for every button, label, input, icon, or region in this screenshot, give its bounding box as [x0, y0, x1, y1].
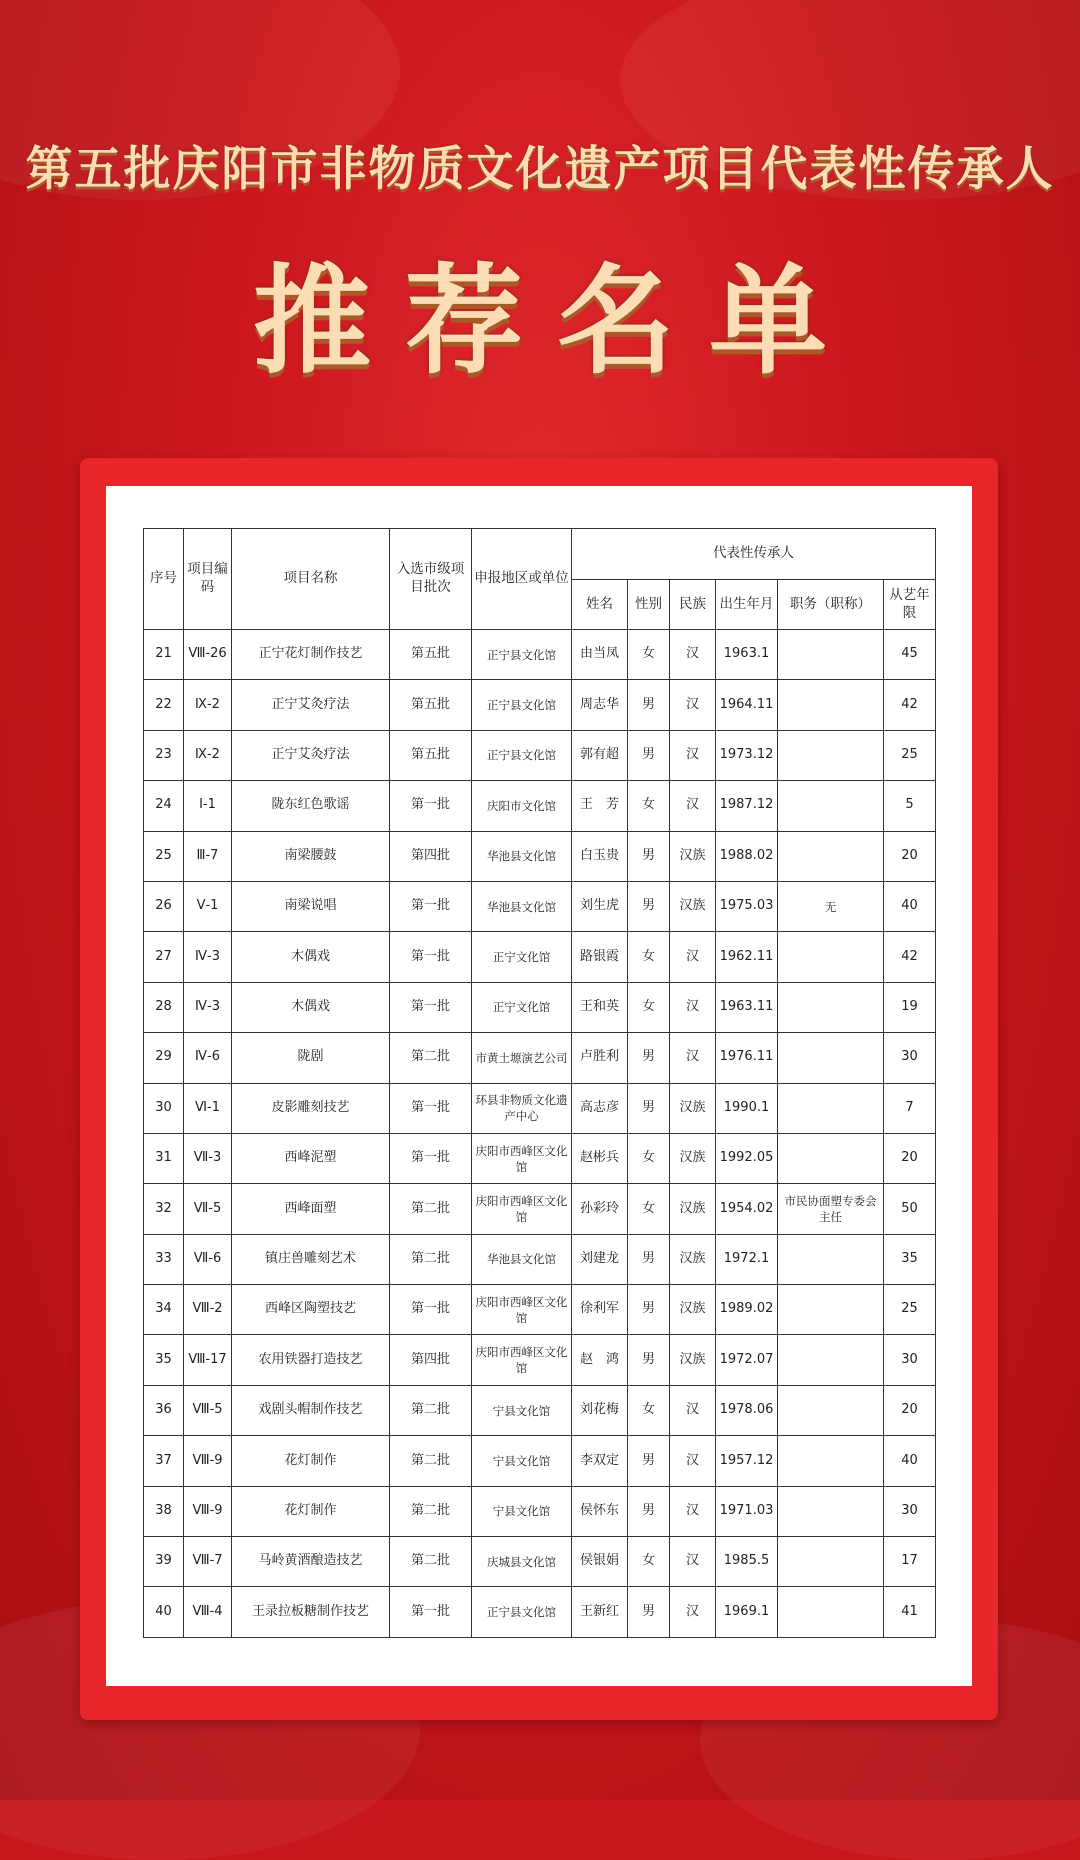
- cell-birth: 1973.12: [716, 730, 778, 780]
- cell-years: 17: [884, 1537, 936, 1587]
- cell-seq: 32: [144, 1184, 184, 1234]
- cell-project: 花灯制作: [232, 1486, 390, 1536]
- cell-name: 刘生虎: [572, 881, 628, 931]
- cell-birth: 1971.03: [716, 1486, 778, 1536]
- cell-code: Ⅳ-3: [184, 932, 232, 982]
- table-row: [144, 831, 936, 881]
- cell-region: 环县非物质文化遗产中心: [472, 1083, 572, 1133]
- cell-seq: 24: [144, 781, 184, 831]
- cell-batch: 第二批: [390, 1436, 472, 1486]
- cell-code: Ⅷ-4: [184, 1587, 232, 1637]
- header-name: 姓名: [572, 580, 628, 630]
- cell-batch: 第五批: [390, 730, 472, 780]
- cell-birth: 1963.1: [716, 630, 778, 680]
- table-row: [144, 1385, 936, 1435]
- cell-position: [778, 831, 884, 881]
- cell-years: 30: [884, 1335, 936, 1385]
- cell-years: 40: [884, 881, 936, 931]
- cell-code: Ⅴ-1: [184, 881, 232, 931]
- cell-seq: 34: [144, 1285, 184, 1335]
- table-row: [144, 1184, 936, 1234]
- cell-code: Ⅷ-5: [184, 1385, 232, 1435]
- cell-name: 赵 鸿: [572, 1335, 628, 1385]
- header-position: 职务（职称）: [778, 580, 884, 630]
- cell-batch: 第一批: [390, 1133, 472, 1183]
- header-batch: 入选市级项目批次: [390, 529, 472, 630]
- cell-position: [778, 1133, 884, 1183]
- cell-region: 庆阳市西峰区文化馆: [472, 1133, 572, 1183]
- table-row: [144, 1587, 936, 1637]
- cell-project: 陇剧: [232, 1033, 390, 1083]
- cell-gender: 女: [628, 982, 670, 1032]
- cell-region: 市黄土塬演艺公司: [472, 1033, 572, 1083]
- cell-code: Ⅷ-7: [184, 1537, 232, 1587]
- cell-name: 赵彬兵: [572, 1133, 628, 1183]
- cell-code: Ⅸ-2: [184, 730, 232, 780]
- cell-code: Ⅷ-17: [184, 1335, 232, 1385]
- cell-region: 庆城县文化馆: [472, 1537, 572, 1587]
- cell-position: [778, 1385, 884, 1435]
- cell-region: 庆阳市西峰区文化馆: [472, 1335, 572, 1385]
- cell-gender: 男: [628, 1587, 670, 1637]
- cell-seq: 21: [144, 630, 184, 680]
- table-row: [144, 1285, 936, 1335]
- cell-name: 李双定: [572, 1436, 628, 1486]
- cell-batch: 第二批: [390, 1537, 472, 1587]
- cell-position: [778, 1033, 884, 1083]
- cell-gender: 男: [628, 730, 670, 780]
- cell-code: Ⅶ-5: [184, 1184, 232, 1234]
- cell-project: 西峰泥塑: [232, 1133, 390, 1183]
- cell-ethnicity: 汉: [670, 1033, 716, 1083]
- cell-batch: 第一批: [390, 1083, 472, 1133]
- cell-seq: 35: [144, 1335, 184, 1385]
- cell-birth: 1988.02: [716, 831, 778, 881]
- cell-name: 徐利军: [572, 1285, 628, 1335]
- cell-ethnicity: 汉族: [670, 831, 716, 881]
- cell-birth: 1972.07: [716, 1335, 778, 1385]
- header-representative-group: 代表性传承人: [572, 529, 936, 580]
- cell-years: 50: [884, 1184, 936, 1234]
- cell-name: 路银霞: [572, 932, 628, 982]
- cell-region: 宁县文化馆: [472, 1486, 572, 1536]
- cell-years: 42: [884, 680, 936, 730]
- table-row: [144, 1486, 936, 1536]
- cell-position: 市民协面塑专委会主任: [778, 1184, 884, 1234]
- cell-code: Ⅷ-9: [184, 1486, 232, 1536]
- cell-region: 庆阳市文化馆: [472, 781, 572, 831]
- cell-project: 马岭黄酒酿造技艺: [232, 1537, 390, 1587]
- cell-gender: 男: [628, 1436, 670, 1486]
- cell-seq: 22: [144, 680, 184, 730]
- cell-birth: 1972.1: [716, 1234, 778, 1284]
- cell-birth: 1963.11: [716, 982, 778, 1032]
- cell-birth: 1978.06: [716, 1385, 778, 1435]
- cell-gender: 女: [628, 630, 670, 680]
- cell-seq: 23: [144, 730, 184, 780]
- cell-years: 40: [884, 1436, 936, 1486]
- inheritor-table: [143, 528, 936, 1638]
- cell-years: 7: [884, 1083, 936, 1133]
- cell-ethnicity: 汉: [670, 1436, 716, 1486]
- cell-code: Ⅶ-3: [184, 1133, 232, 1183]
- cell-position: [778, 1335, 884, 1385]
- cell-position: [778, 932, 884, 982]
- header-birth: 出生年月: [716, 580, 778, 630]
- cell-ethnicity: 汉族: [670, 1335, 716, 1385]
- cell-seq: 40: [144, 1587, 184, 1637]
- cell-ethnicity: 汉: [670, 982, 716, 1032]
- cell-region: 正宁县文化馆: [472, 1587, 572, 1637]
- cell-gender: 男: [628, 1234, 670, 1284]
- cell-ethnicity: 汉族: [670, 1234, 716, 1284]
- cell-ethnicity: 汉: [670, 1587, 716, 1637]
- cell-position: [778, 1486, 884, 1536]
- cell-position: [778, 982, 884, 1032]
- page-title: 第五批庆阳市非物质文化遗产项目代表性传承人: [25, 142, 1055, 197]
- cell-birth: 1987.12: [716, 781, 778, 831]
- header-gender: 性别: [628, 580, 670, 630]
- cell-birth: 1989.02: [716, 1285, 778, 1335]
- cell-code: Ⅸ-2: [184, 680, 232, 730]
- table-row: [144, 1033, 936, 1083]
- cell-name: 王和英: [572, 982, 628, 1032]
- header-ethnicity: 民族: [670, 580, 716, 630]
- cell-project: 戏剧头帽制作技艺: [232, 1385, 390, 1435]
- cell-gender: 男: [628, 831, 670, 881]
- table-row: [144, 730, 936, 780]
- cell-region: 正宁县文化馆: [472, 630, 572, 680]
- cell-project: 镇庄兽雕刻艺术: [232, 1234, 390, 1284]
- cell-gender: 男: [628, 1486, 670, 1536]
- cell-seq: 28: [144, 982, 184, 1032]
- cell-gender: 男: [628, 1083, 670, 1133]
- cell-years: 25: [884, 730, 936, 780]
- cell-years: 45: [884, 630, 936, 680]
- cell-name: 周志华: [572, 680, 628, 730]
- cell-seq: 31: [144, 1133, 184, 1183]
- cell-birth: 1964.11: [716, 680, 778, 730]
- cell-birth: 1990.1: [716, 1083, 778, 1133]
- cell-name: 卢胜利: [572, 1033, 628, 1083]
- cell-batch: 第一批: [390, 781, 472, 831]
- cell-ethnicity: 汉: [670, 932, 716, 982]
- cell-position: [778, 1537, 884, 1587]
- cell-batch: 第二批: [390, 1033, 472, 1083]
- cell-region: 华池县文化馆: [472, 831, 572, 881]
- cell-seq: 33: [144, 1234, 184, 1284]
- cell-seq: 37: [144, 1436, 184, 1486]
- cell-code: Ⅷ-9: [184, 1436, 232, 1486]
- cell-batch: 第一批: [390, 881, 472, 931]
- cell-birth: 1975.03: [716, 881, 778, 931]
- cell-seq: 30: [144, 1083, 184, 1133]
- cell-gender: 男: [628, 1033, 670, 1083]
- cell-years: 20: [884, 1385, 936, 1435]
- cell-project: 花灯制作: [232, 1436, 390, 1486]
- cell-batch: 第四批: [390, 1335, 472, 1385]
- cell-region: 正宁县文化馆: [472, 730, 572, 780]
- table-header: [144, 529, 936, 630]
- table-row: [144, 1133, 936, 1183]
- cell-code: Ⅵ-1: [184, 1083, 232, 1133]
- cell-region: 庆阳市西峰区文化馆: [472, 1285, 572, 1335]
- cell-name: 孙彩玲: [572, 1184, 628, 1234]
- table-row: [144, 881, 936, 931]
- cell-position: [778, 1234, 884, 1284]
- cell-code: Ⅰ-1: [184, 781, 232, 831]
- cell-seq: 27: [144, 932, 184, 982]
- cell-years: 35: [884, 1234, 936, 1284]
- cell-ethnicity: 汉族: [670, 1083, 716, 1133]
- cell-batch: 第四批: [390, 831, 472, 881]
- cell-years: 41: [884, 1587, 936, 1637]
- cell-position: [778, 1436, 884, 1486]
- table-row: [144, 982, 936, 1032]
- cell-name: 王 芳: [572, 781, 628, 831]
- cell-code: Ⅷ-26: [184, 630, 232, 680]
- cell-ethnicity: 汉: [670, 781, 716, 831]
- cell-birth: 1992.05: [716, 1133, 778, 1183]
- cell-batch: 第一批: [390, 1285, 472, 1335]
- header-region: 申报地区或单位: [472, 529, 572, 630]
- cell-position: [778, 781, 884, 831]
- cell-batch: 第一批: [390, 1587, 472, 1637]
- cell-position: [778, 1285, 884, 1335]
- table-body: [144, 630, 936, 1638]
- cell-project: 木偶戏: [232, 932, 390, 982]
- cell-batch: 第二批: [390, 1184, 472, 1234]
- cell-name: 白玉贵: [572, 831, 628, 881]
- table-row: [144, 1436, 936, 1486]
- cell-position: 无: [778, 881, 884, 931]
- cell-position: [778, 680, 884, 730]
- cell-project: 南梁腰鼓: [232, 831, 390, 881]
- cell-ethnicity: 汉: [670, 1486, 716, 1536]
- header-project: 项目名称: [232, 529, 390, 630]
- cell-name: 高志彦: [572, 1083, 628, 1133]
- cell-years: 5: [884, 781, 936, 831]
- cell-ethnicity: 汉: [670, 1537, 716, 1587]
- cell-project: 正宁花灯制作技艺: [232, 630, 390, 680]
- cell-project: 皮影雕刻技艺: [232, 1083, 390, 1133]
- cell-seq: 39: [144, 1537, 184, 1587]
- cell-code: Ⅲ-7: [184, 831, 232, 881]
- page-subtitle: 推荐名单: [252, 252, 861, 390]
- cell-region: 宁县文化馆: [472, 1436, 572, 1486]
- cell-project: 正宁艾灸疗法: [232, 680, 390, 730]
- cell-region: 华池县文化馆: [472, 881, 572, 931]
- cell-seq: 25: [144, 831, 184, 881]
- cell-project: 西峰面塑: [232, 1184, 390, 1234]
- cell-name: 刘花梅: [572, 1385, 628, 1435]
- cell-ethnicity: 汉族: [670, 1184, 716, 1234]
- cell-code: Ⅳ-6: [184, 1033, 232, 1083]
- cell-name: 王新红: [572, 1587, 628, 1637]
- table-row: [144, 630, 936, 680]
- cell-years: 20: [884, 831, 936, 881]
- cell-project: 陇东红色歌谣: [232, 781, 390, 831]
- table-row: [144, 1083, 936, 1133]
- cell-gender: 女: [628, 1537, 670, 1587]
- cell-gender: 女: [628, 781, 670, 831]
- cell-batch: 第二批: [390, 1234, 472, 1284]
- table-row: [144, 680, 936, 730]
- cell-seq: 36: [144, 1385, 184, 1435]
- cell-batch: 第一批: [390, 932, 472, 982]
- cell-name: 侯银娟: [572, 1537, 628, 1587]
- cell-ethnicity: 汉族: [670, 1285, 716, 1335]
- cell-project: 王录拉板糖制作技艺: [232, 1587, 390, 1637]
- cell-gender: 女: [628, 1133, 670, 1183]
- cell-years: 30: [884, 1033, 936, 1083]
- cell-project: 正宁艾灸疗法: [232, 730, 390, 780]
- cell-birth: 1969.1: [716, 1587, 778, 1637]
- cell-ethnicity: 汉: [670, 730, 716, 780]
- cell-gender: 女: [628, 1385, 670, 1435]
- cell-region: 正宁文化馆: [472, 932, 572, 982]
- cell-batch: 第二批: [390, 1486, 472, 1536]
- cell-name: 由当凤: [572, 630, 628, 680]
- cell-ethnicity: 汉族: [670, 1133, 716, 1183]
- cell-project: 西峰区陶塑技艺: [232, 1285, 390, 1335]
- cell-name: 郭有超: [572, 730, 628, 780]
- cell-region: 正宁县文化馆: [472, 680, 572, 730]
- cell-code: Ⅳ-3: [184, 982, 232, 1032]
- cell-name: 侯怀东: [572, 1486, 628, 1536]
- cell-ethnicity: 汉: [670, 1385, 716, 1435]
- cell-ethnicity: 汉族: [670, 881, 716, 931]
- cell-birth: 1976.11: [716, 1033, 778, 1083]
- cell-seq: 29: [144, 1033, 184, 1083]
- cell-region: 庆阳市西峰区文化馆: [472, 1184, 572, 1234]
- table-row: [144, 1234, 936, 1284]
- cell-batch: 第五批: [390, 680, 472, 730]
- cell-gender: 男: [628, 1285, 670, 1335]
- cell-ethnicity: 汉: [670, 630, 716, 680]
- cell-region: 宁县文化馆: [472, 1385, 572, 1435]
- cell-gender: 男: [628, 1335, 670, 1385]
- cell-name: 刘建龙: [572, 1234, 628, 1284]
- cell-years: 42: [884, 932, 936, 982]
- table-row: [144, 932, 936, 982]
- table-row: [144, 1335, 936, 1385]
- cell-birth: 1985.5: [716, 1537, 778, 1587]
- cell-code: Ⅷ-2: [184, 1285, 232, 1335]
- cell-gender: 女: [628, 932, 670, 982]
- cell-region: 华池县文化馆: [472, 1234, 572, 1284]
- cell-gender: 女: [628, 1184, 670, 1234]
- cell-gender: 男: [628, 881, 670, 931]
- cell-gender: 男: [628, 680, 670, 730]
- cell-position: [778, 1587, 884, 1637]
- cell-years: 20: [884, 1133, 936, 1183]
- cell-birth: 1954.02: [716, 1184, 778, 1234]
- cell-position: [778, 1083, 884, 1133]
- cell-years: 30: [884, 1486, 936, 1536]
- cell-batch: 第二批: [390, 1385, 472, 1435]
- cell-batch: 第一批: [390, 982, 472, 1032]
- cell-ethnicity: 汉: [670, 680, 716, 730]
- cell-years: 19: [884, 982, 936, 1032]
- cell-position: [778, 730, 884, 780]
- header-code: 项目编码: [184, 529, 232, 630]
- cell-project: 木偶戏: [232, 982, 390, 1032]
- cell-birth: 1962.11: [716, 932, 778, 982]
- header-years: 从艺年限: [884, 580, 936, 630]
- cell-project: 南梁说唱: [232, 881, 390, 931]
- cell-years: 25: [884, 1285, 936, 1335]
- cell-region: 正宁文化馆: [472, 982, 572, 1032]
- table-row: [144, 781, 936, 831]
- cell-seq: 26: [144, 881, 184, 931]
- cell-code: Ⅶ-6: [184, 1234, 232, 1284]
- cell-seq: 38: [144, 1486, 184, 1536]
- header-seq: 序号: [144, 529, 184, 630]
- cell-batch: 第五批: [390, 630, 472, 680]
- table-row: [144, 1537, 936, 1587]
- cell-birth: 1957.12: [716, 1436, 778, 1486]
- cell-project: 农用铁器打造技艺: [232, 1335, 390, 1385]
- cell-position: [778, 630, 884, 680]
